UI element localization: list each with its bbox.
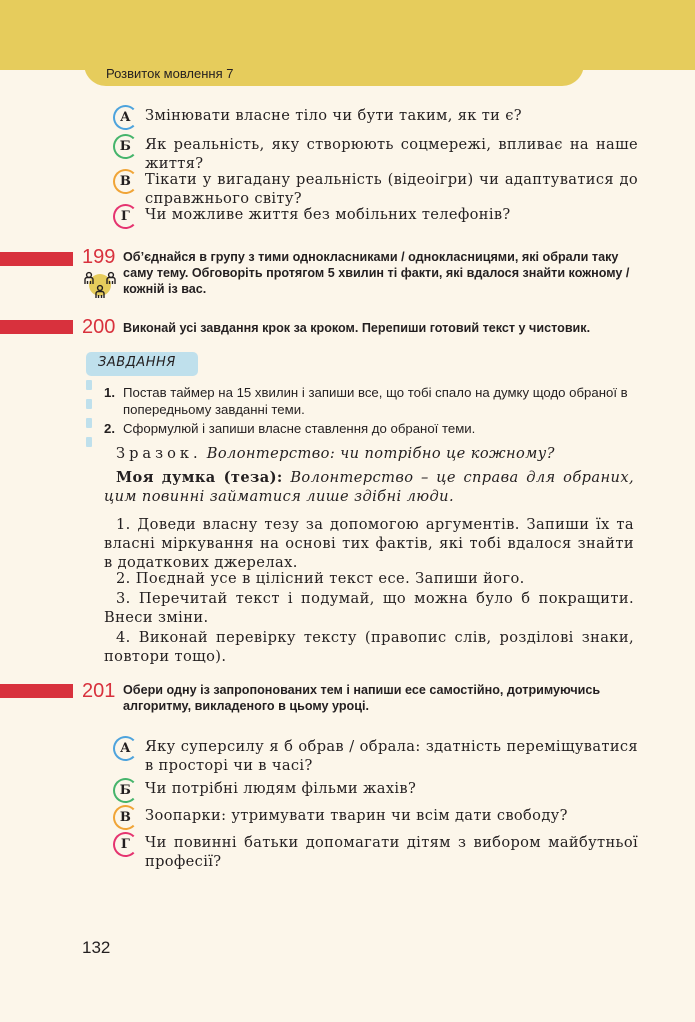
side-marker [86,380,92,390]
topic-text: Як реальність, яку створюють соцмережі, впливає на наше життя? [145,136,638,172]
step-1: 1. Доведи власну тезу за допомогою аргументів. Запиши їх та власні міркування на основі тих фактів, які тобі вдалося знайти в додаткових джерелах. [104,516,634,571]
sample-label: Зразок. [116,445,202,462]
exercise-text: Обери одну із запропонованих тем і напиши есе самостійно, дотримуючись алгоритму, викладеного в цьому уроці. [123,683,601,713]
thesis-paragraph [104,468,634,506]
topic-text: Змінювати власне тіло чи бути таким, як ти є? [145,107,522,124]
topic-text: Тікати у вигадану реальність (відеоігри) чи адаптуватися до справжнього світу? [145,171,638,207]
topic-item-b [113,135,638,173]
sample-line [104,444,634,463]
sample-topic: Волонтерство: чи потрібно це кожному? [206,445,555,462]
letter-badge-icon: Г [113,832,138,857]
task-item-1 [104,384,636,418]
topic-item-v [113,806,638,825]
topic-item-a [113,106,638,125]
letter-badge-icon: Г [113,204,138,229]
side-marker [86,399,92,409]
exercise-marker-bar [0,684,73,698]
task-box-label: ЗАВДАННЯ [98,355,176,370]
exercise-number: 201 [82,680,116,702]
section-title: Розвиток мовлення 7 [106,66,234,81]
exercise-marker-bar [0,252,73,266]
task-item-2 [104,420,636,437]
letter-badge-icon: Б [113,134,138,159]
letter-badge-icon: А [113,736,138,761]
topic-item-v [113,170,638,208]
thesis-label: Моя думка (теза): [116,469,283,486]
topic-item-h [113,205,638,224]
exercise-marker-bar [0,320,73,334]
step-3: 3. Перечитай текст і подумай, що можна було б покращити. Внеси зміни. [104,590,634,626]
topic-text: Зоопарки: утримувати тварин чи всім дати свободу? [145,807,568,824]
exercise-number: 199 [82,246,116,268]
task-item-text: Сформулюй і запиши власне ставлення до обраної теми. [123,421,476,436]
page-number: 132 [82,938,111,957]
exercise-number: 200 [82,316,116,338]
side-marker [86,437,92,447]
topic-text: Чи повинні батьки допомагати дітям з вибором майбутньої професії? [145,834,638,870]
step-4: 4. Виконай перевірку тексту (правопис слів, розділові знаки, повтори тощо). [104,629,634,665]
side-marker [86,418,92,428]
letter-badge-icon: А [113,105,138,130]
letter-badge-icon: В [113,169,138,194]
task-item-text: Постав таймер на 15 хвилин і запиши все, що тобі спало на думку щодо обраної в попередньому завданні теми. [123,385,628,417]
exercise-text: Виконай усі завдання крок за кроком. Перепиши готовий текст у чистовик. [123,321,591,335]
task-item-number: 2. [104,421,115,436]
topic-item-h [113,833,638,871]
topic-item-a [113,737,638,775]
group-work-icon [83,268,117,302]
task-item-number: 1. [104,385,115,400]
letter-badge-icon: В [113,805,138,830]
thesis-text: Волонтерство – це справа для обраних, цим повинні займатися лише здібні люди. [104,469,635,505]
exercise-text: Об’єднайся в групу з тими однокласниками / однокласницями, які обрали таку саму тему. Обговоріть протягом 5 хвилин ті факти, які вдалося знайти кожному / кожній із вас. [123,250,630,296]
topic-text: Чи потрібні людям фільми жахів? [145,780,417,797]
letter-badge-icon: Б [113,778,138,803]
topic-item-b [113,779,638,798]
topic-text: Яку суперсилу я б обрав / обрала: здатність переміщуватися в просторі чи в часі? [145,738,638,774]
topic-text: Чи можливе життя без мобільних телефонів? [145,206,511,223]
step-2: 2. Поєднай усе в цілісний текст есе. Запиши його. [116,570,525,587]
